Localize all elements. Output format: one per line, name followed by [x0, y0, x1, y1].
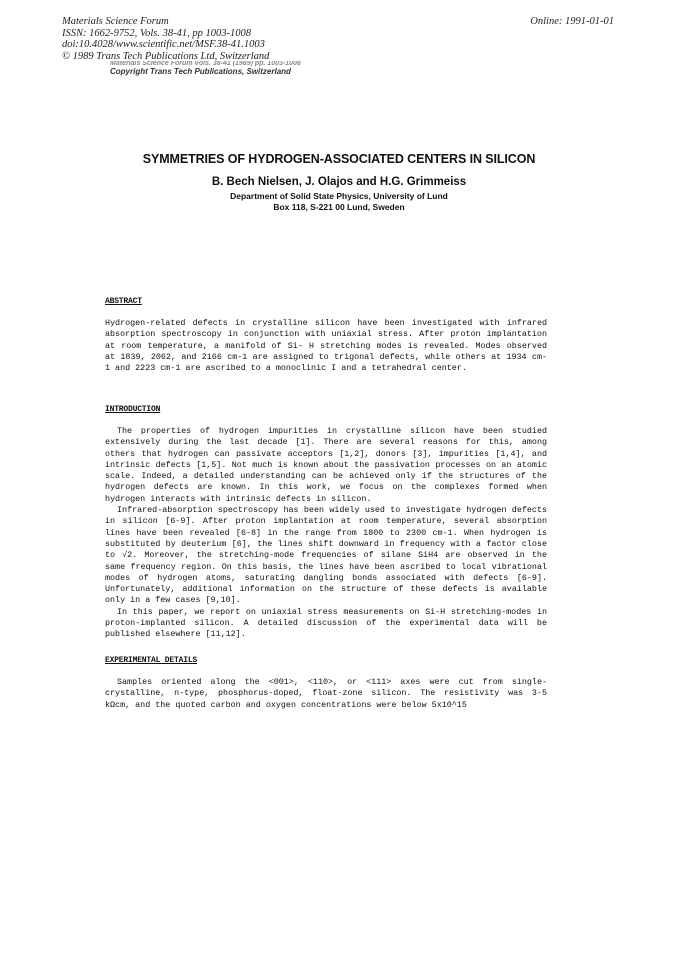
paper-title: SYMMETRIES OF HYDROGEN-ASSOCIATED CENTERS IN SILICON: [142, 152, 536, 166]
paper-authors: B. Bech Nielsen, J. Olajos and H.G. Grimmeiss: [211, 176, 467, 188]
abstract-text: [105, 318, 547, 374]
introduction-text: [105, 426, 547, 641]
abstract-paragraph: Hydrogen-related defects in crystalline silicon have been investigated with infrared absorption spectroscopy in conjunction with uniaxial stress. After proton implantation at room temperature, a manifold of Si- H stretching modes is revealed. Modes observed at 1839, 2062, and 2166 cm-1 are assigned to trigonal defects, while others at 1934 cm-1 and 2223 cm-1 are ascribed to a monoclinic I and a tetrahedral center.: [105, 318, 547, 374]
affiliation-address: Box 118, S-221 00 Lund, Sweden: [273, 202, 405, 212]
experimental-text: [105, 677, 547, 711]
article-metadata: [62, 16, 269, 62]
online-date: Online: 1991-01-01: [530, 16, 614, 27]
copyright-line: © 1989 Trans Tech Publications Ltd, Switzerland: [62, 50, 270, 62]
doi-link[interactable]: doi:10.4028/www.scientific.net/MSF.38-41.1003: [62, 39, 265, 50]
introduction-heading: INTRODUCTION: [105, 405, 161, 414]
affiliation: [0, 191, 678, 213]
abstract-heading: ABSTRACT: [105, 297, 142, 306]
experimental-paragraph-1: Samples oriented along the <001>, <110>, or <111> axes were cut from single-crystalline, n-type, phosphorus-doped, float-zone silicon. The resistivity was 3-5 kΩcm, and the quoted carbon and oxygen concentrations were below 5x10^15: [105, 677, 547, 710]
experimental-heading: EXPERIMENTAL DETAILS: [105, 656, 198, 665]
introduction-paragraph-2: Infrared-absorption spectroscopy has been widely used to investigate hydrogen defects in silicon [6-9]. After proton implantation at room temperature, several absorption lines have been revealed [6-8] in the range from 1800 to 2300 cm-1. When hydrogen is substituted by deuterium [6], the lines shift downward in frequency with a factor close to √2. Moreover, the stretching-mode frequencies of silane SiH4 are observed in the same frequency region. On this basis, the lines have been ascribed to local vibrational modes of hydrogen atoms, saturating dangling bonds associated with defects [6-9]. Unfortunately, additional information on the structure of these defects is available only in a few cases [9,10].: [105, 505, 547, 606]
issn-line: ISSN: 1662-9752, Vols. 38-41, pp 1003-1008: [62, 27, 251, 39]
journal-stamp: [110, 61, 301, 77]
introduction-paragraph-3: In this paper, we report on uniaxial stress measurements on Si-H stretching-modes in proton-implanted silicon. A detailed discussion of the experimental data will be published elsewhere [11,12].: [105, 606, 547, 640]
publisher-copyright: Copyright Trans Tech Publications, Switzerland: [110, 67, 291, 76]
introduction-paragraph-1: The properties of hydrogen impurities in crystalline silicon have been studied extensively during the last decade [1]. There are several reasons for this, among others that hydrogen can passivate acceptors [1,2], donors [3], impurities [1,4], and intrinsic defects [1,5]. Not much is known about the passivation processes on an atomic scale. Indeed, a detailed understanding can be achieved only if the structures of the hydrogen defects are known. In this work, we focus on the complexes formed when hydrogen interacts with intrinsic defects in silicon.: [105, 426, 547, 504]
affiliation-department: Department of Solid State Physics, University of Lund: [230, 191, 448, 201]
journal-stamp-line: Materials Science Forum Vols. 38-41 (1989) pp. 1003-1008: [110, 61, 301, 67]
journal-name: Materials Science Forum: [62, 16, 169, 27]
